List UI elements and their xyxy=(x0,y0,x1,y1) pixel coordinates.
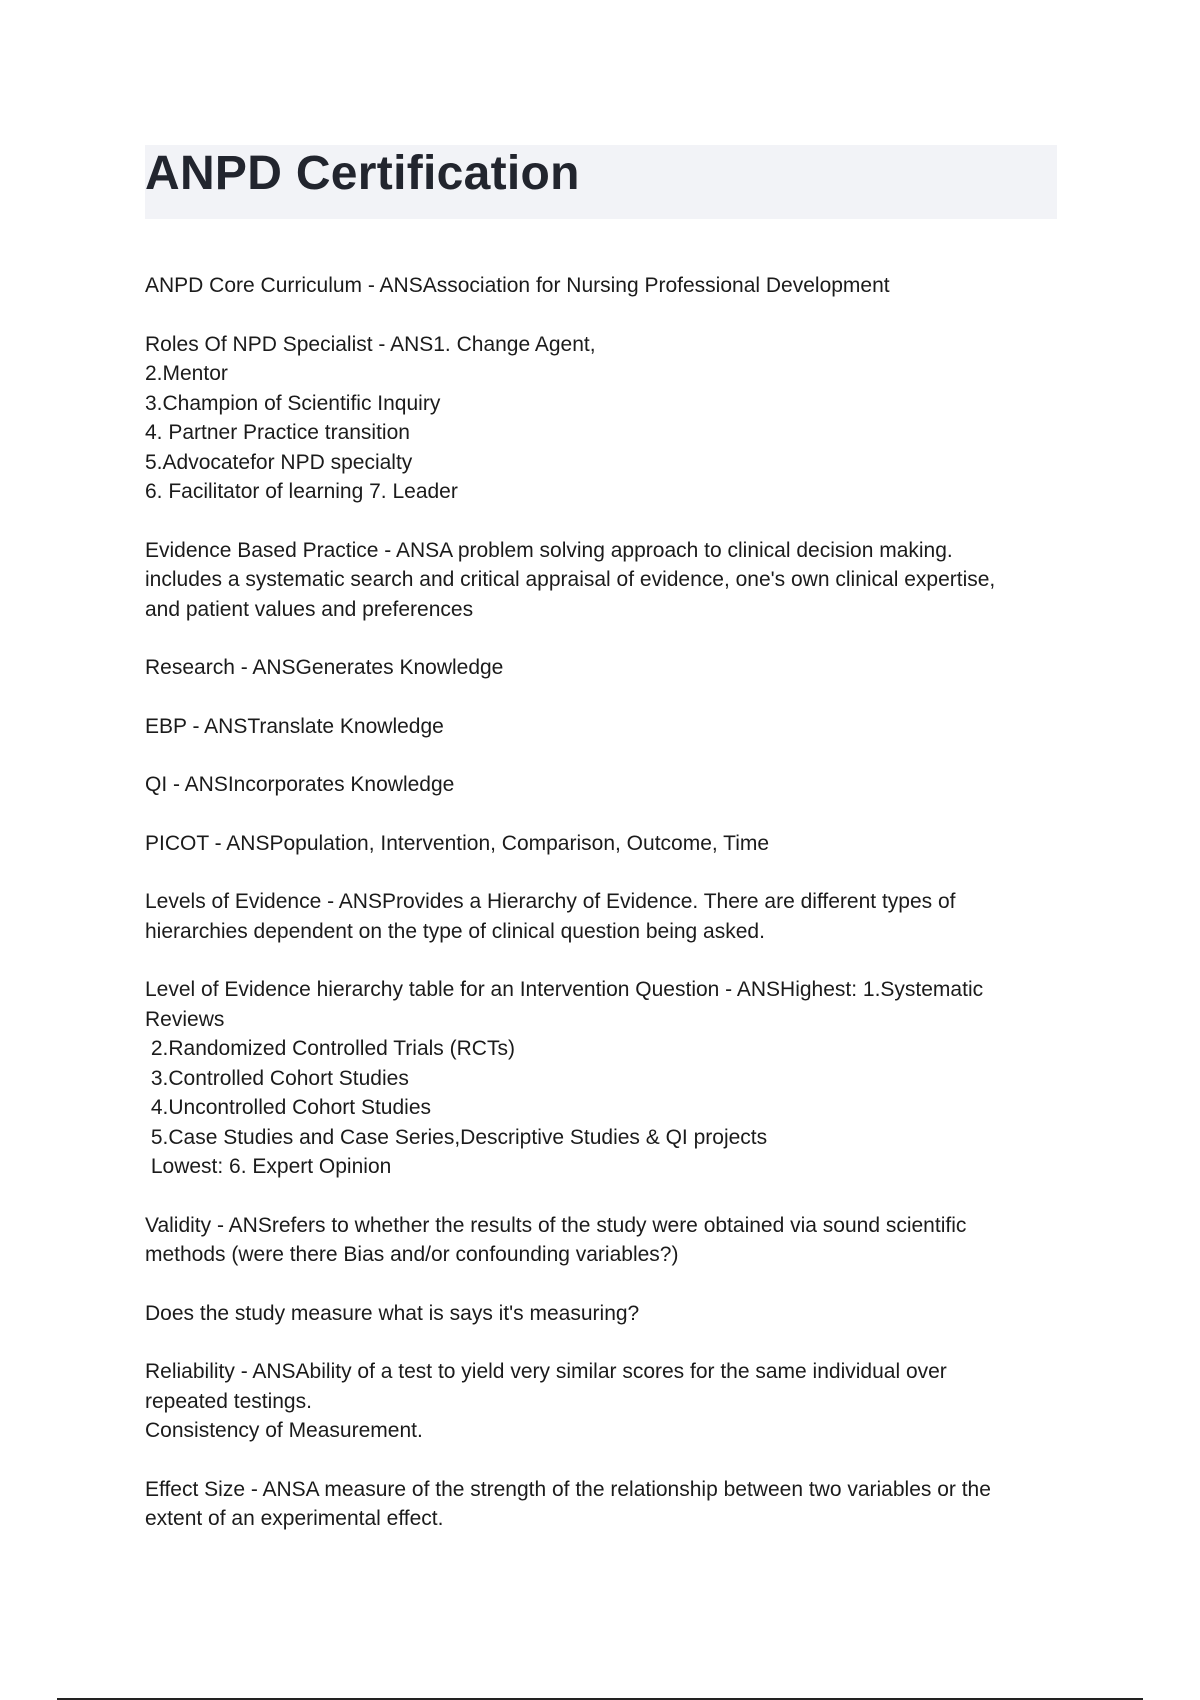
entry-line: 4. Partner Practice transition xyxy=(145,421,410,444)
flashcard-entry xyxy=(145,829,1065,859)
entry-line: Lowest: 6. Expert Opinion xyxy=(145,1155,392,1178)
entry-line: 5.Case Studies and Case Series,Descriptive Studies & QI projects xyxy=(145,1125,768,1149)
entry-line: 6. Facilitator of learning 7. Leader xyxy=(145,480,458,503)
entry-line: Reviews xyxy=(145,1007,225,1031)
flashcard-entry xyxy=(145,770,1065,800)
entry-line: Roles Of NPD Specialist - ANS1. Change Agent, xyxy=(145,332,596,356)
flashcard-entry xyxy=(145,653,1065,683)
entry-line: 4.Uncontrolled Cohort Studies xyxy=(145,1096,431,1119)
entry-line: 2.Mentor xyxy=(145,362,228,385)
entry-line: methods (were there Bias and/or confounding variables?) xyxy=(145,1243,679,1266)
entry-line: 5.Advocatefor NPD specialty xyxy=(145,450,413,474)
entry-line: PICOT - ANSPopulation, Intervention, Comparison, Outcome, Time xyxy=(145,831,770,855)
flashcard-entry xyxy=(145,887,1065,946)
entry-line: Levels of Evidence - ANSProvides a Hierarchy of Evidence. There are different types of xyxy=(145,890,956,913)
entry-line: Research - ANSGenerates Knowledge xyxy=(145,656,504,679)
entry-line: and patient values and preferences xyxy=(145,597,474,621)
flashcard-entry xyxy=(145,1475,1065,1534)
flashcard-entry xyxy=(145,1211,1065,1270)
flashcard-entry xyxy=(145,712,1065,742)
entry-line: EBP - ANSTranslate Knowledge xyxy=(145,714,444,738)
entry-line: Validity - ANSrefers to whether the results of the study were obtained via sound scientific xyxy=(145,1213,967,1237)
entry-line: Level of Evidence hierarchy table for an Intervention Question - ANSHighest: 1.Systematic xyxy=(145,978,984,1001)
entry-line: repeated testings. xyxy=(145,1389,312,1413)
flashcard-entry xyxy=(145,536,1065,625)
entry-line: extent of an experimental effect. xyxy=(145,1507,444,1530)
flashcard-entry xyxy=(145,330,1065,507)
entry-line: Effect Size - ANSA measure of the strength of the relationship between two variables or the xyxy=(145,1477,991,1501)
flashcard-entry xyxy=(145,271,1065,301)
entry-line: Evidence Based Practice - ANSA problem solving approach to clinical decision making. xyxy=(145,538,953,562)
entry-line: Does the study measure what is says it's measuring? xyxy=(145,1301,640,1325)
entry-line: includes a systematic search and critical appraisal of evidence, one's own clinical expertise, xyxy=(145,568,996,591)
entry-line: 3.Champion of Scientific Inquiry xyxy=(145,391,441,415)
entry-line: ANPD Core Curriculum - ANSAssociation for Nursing Professional Development xyxy=(145,274,890,297)
flashcard-entry xyxy=(145,1299,1065,1329)
entry-line: Reliability - ANSAbility of a test to yield very similar scores for the same individual over xyxy=(145,1360,947,1383)
entry-line: 3.Controlled Cohort Studies xyxy=(145,1066,409,1090)
flashcard-list xyxy=(145,271,1065,1563)
entry-line: hierarchies dependent on the type of clinical question being asked. xyxy=(145,919,765,943)
flashcard-entry xyxy=(145,975,1065,1182)
entry-line: 2.Randomized Controlled Trials (RCTs) xyxy=(145,1037,515,1060)
entry-line: Consistency of Measurement. xyxy=(145,1419,423,1442)
flashcard-entry xyxy=(145,1357,1065,1446)
page-title: ANPD Certification xyxy=(145,147,580,200)
entry-line: QI - ANSIncorporates Knowledge xyxy=(145,773,455,796)
